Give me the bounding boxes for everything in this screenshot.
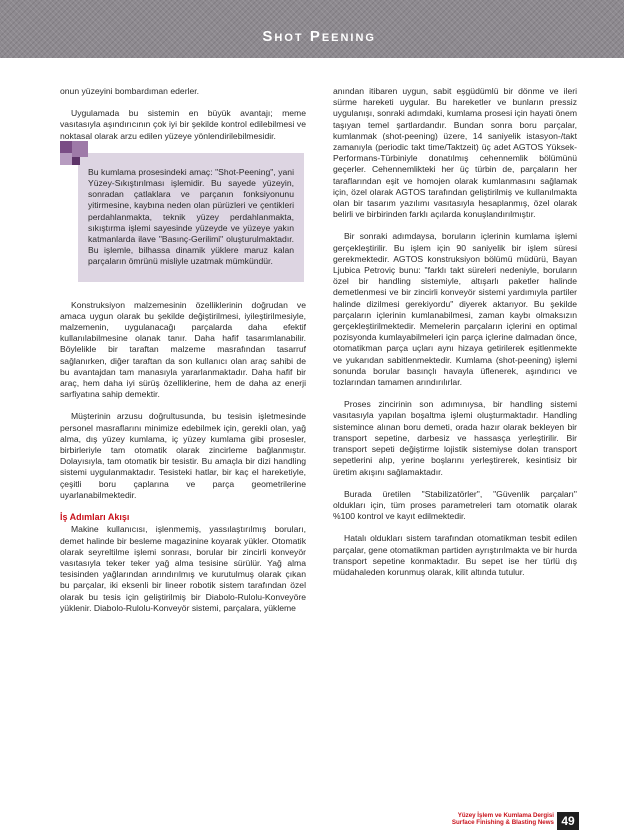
paragraph: Konstruksiyon malzemesinin özelliklerinin doğrudan ve amaca uygun olarak bu şekilde değiştirilmesi, iyileştirilmesiyle, malzemenin, uygulanacağı parçalarda daha efektif kullanılabilmesine olanak tanır. Daha hafif tasarımlanabilir. Böylelikle bir taraftan malzeme masrafından tasarruf sağlanırken, diğer taraftan da son kullanıcı olan araç sahibi de bu avantajdan tam manasıyla yararlanmaktadır. Daha hafif bir araç, hem daha iyi sürüş özelliklerine, hem de daha az enerji sarfiyatına sahip demektir. [60, 299, 306, 400]
paragraph: Uygulamada bu sistemin en büyük avantajı; meme vasıtasıyla aşındırıcının çok iyi bir şekilde kontrol edilebilmesi ve noktasal olarak arzu edilen yüzeye yönlendirilebilmesidir. [60, 108, 306, 141]
callout-text: Bu kumlama prosesindeki amaç: "Shot-Peening", yani Yüzey-Sıkıştırılması işlemidir. Bu sayede yüzeyin, sonradan çatlaklara ve parçanın fonksiyonunu yitirmesine, kaybına neden olan pürüzleri ve çentikleri perdahlanmakta, teknik yüzey perdahlanmakta, sıkıştırma işlemi sayesinde yüzeyde ve yüzeye yakın katmanlarda ilave "Basınç-Gerilimi" oluşturulmaktadır. Bu işlemle, bilhassa dinamik yüklere maruz kalan parçaların ömrünü misliyle uzatmak mümkündür. [88, 166, 294, 267]
paragraph: Proses zincirinin son adımınıysa, bir handling sistemi vasıtasıyla yapılan boşaltma işlemi oluşturmaktadır. Handling sistemince alınan boru demeti, orada hazır olarak bekleyen bir transport sepetine, darbesiz ve hassasça yerleştirilir. Bir transport sepeti değiştirme lojistik sistemiyse dolan transport sepetlerini alıp, yerine boşlarını yerleştirerek, kesintisiz bir üretim akışını sağlamaktadır. [333, 399, 577, 477]
decorative-square-icon [72, 157, 80, 165]
paragraph: Makine kullanıcısı, işlenmemiş, yassılaştırılmış boruları, demet halinde bir besleme magazinine koyarak yükler. Otomatik olarak seyreltilme işlemi sonrası, borular bir zincirli konveyör vasıtasıyla teker teker yağ alma tesisine sürülür. Yağ alma tesisinden yağlarından arındırılmış ve kurutulmuş olarak çıkan bu parçalar, iki eksenli bir lineer robotik sistem tarafından özel olarak bu tesis için geliştirilmiş bir Diabolo-Rulolu-Konveyöre yüklenir. Diabolo-Rulolu-Konveyör sistemi, parçalara, yükleme [60, 524, 306, 613]
callout-box [78, 153, 304, 282]
decorative-square-icon [60, 141, 72, 153]
paragraph: Hatalı oldukları sistem tarafından otomatikman tesbit edilen parçalar, gene otomatikman partiden ayrıştırılmakta ve bir hurda transport sepetine konmaktadır. Bu sepet ise her türlü dış müdahaleden korunmuş olarak, kilit altında tutulur. [333, 533, 577, 577]
footer-publication [452, 812, 554, 827]
paragraph: Burada üretilen "Stabilizatörler", "Güvenlik parçaları" oldukları için, tüm proses parametreleri tam otomatik olarak %100 kontrol ve kayıt edilmektedir. [333, 488, 577, 522]
decorative-square-icon [72, 141, 88, 157]
footer-line: Surface Finishing & Blasting News [451, 819, 554, 827]
page-section-title: Shot Peening [262, 28, 376, 45]
section-heading: İş Adımları Akışı [60, 512, 130, 523]
page-number: 49 [557, 812, 579, 830]
paragraph: anından itibaren uygun, sabit eşgüdümlü bir dönme ve ileri sürme hareketi uygular. Bu hareketler ve bunların pressiz uygulanışı, sonraki adımdaki, kumlama prosesi için hayati önem taşıyan temel şartlardandır. Bundan sonra boru parçalar, kumlanmak (shot-peening) üzere, 14 saniyelik istasyon-/takt zamanıyla (periodic takt time/Taktzeit) üç adet AGTOS Yüksek-Performans-Türbiniyle donatılmış cehennemlik bölümünü geçerler. Cehennemlikteki her üç türbin de, parçaların her taraflarından eşit ve homojen olarak kumlanmasını sağlamak için, özel olarak AGTOS tarafından geliştirilmiş ve kullanılmakta olan bir tasarım yazılımı vasıtasıyla hesaplanmış, özel olarak belirli ve birbirinden farklı açılarda konuşlandırılmıştır. [333, 86, 577, 220]
header-band [0, 0, 624, 58]
footer-line: Yüzey İşlem ve Kumlama Dergisi [457, 812, 554, 819]
paragraph: Müşterinin arzusu doğrultusunda, bu tesisin işletmesinde personel masraflarını minimize edebilmek için, gerekli olan, yağ alma, dış yüzey kumlama, iç yüzey kumlama gibi prosesler, birbirleriyle tam otomatik olarak zincirleme bağlanmıştır. Dolayısıyla, tam otomatik bir tesistir. Bu amaçla bir dizi handling sistemi uygulanmaktadır. Tesisteki hatlar, bir kaç el hareketiyle, çeşitli boru çaplarına ve parça geometrilerine uyarlanabilmektedir. [60, 411, 306, 500]
paragraph: Bir sonraki adımdaysa, boruların içlerinin kumlama işlemi gerçekleştirilir. Bu işlem için 90 saniyelik bir işlem süresi gerekmektedir. AGTOS konstruksiyon bölümü müdürü, Bayan Ljubica Petroviç bunu: "farklı takt süreleri nedeniyle, boruların özel bir handling sistemiyle, altışarlı paketler halinde demetlenmesi ve bir zincirli konveyör sistemi yardımıyla partiler halinde dizilmesi gerekiyordu" diyerek aktarıyor. Bu şekilde parçaların içlerinin kumlanabilmesi, zaman kaybı olmaksızın gerçekleştirilmektedir. Memelerin parçaların içlerini en optimal pozisyonda kumlayabilmeleri için parça içlerine dalmadan önce, otomatikman parça uçları aynı hizaya getirilerek eşitlenmekte ve yukarıdan sabitlenmektedir. Kumlama (shot-peening) işlemi sonunda borular basınçlı havayla üflenerek, aşındırıcı ve tozlarından tamamen arındırılırlar. [333, 231, 577, 388]
paragraph: onun yüzeyini bombardıman ederler. [60, 86, 200, 96]
decorative-square-icon [60, 153, 72, 165]
left-column [60, 86, 306, 625]
right-column [333, 86, 577, 589]
